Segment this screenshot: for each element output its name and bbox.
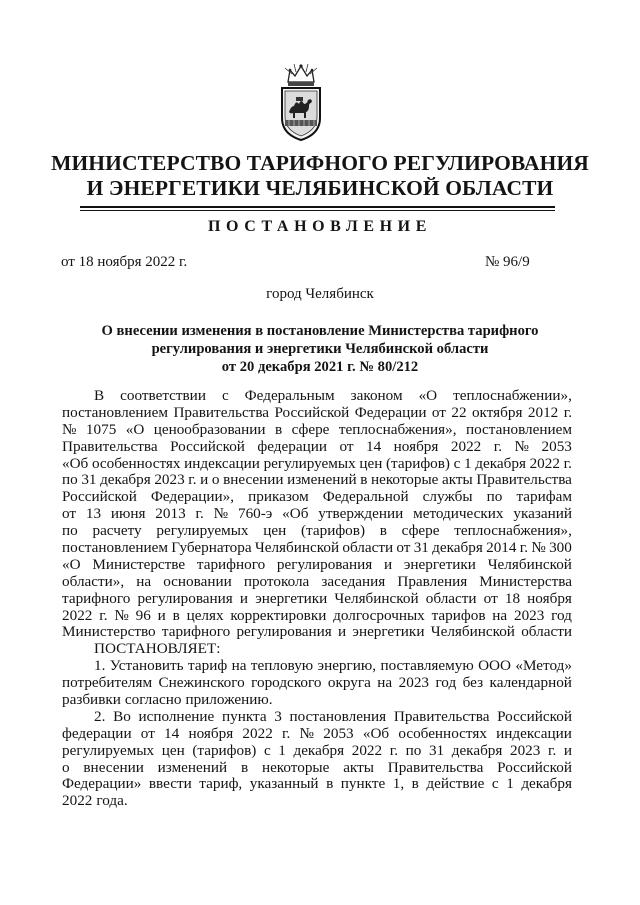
body-word: года. [96, 792, 128, 810]
body-word: декабря [521, 775, 572, 793]
body-word: и [239, 589, 249, 607]
body-word: Правительства [393, 707, 490, 725]
body-word: 1. [94, 657, 106, 675]
body-word: Правительства [387, 758, 484, 776]
body-word: 1075 [85, 420, 117, 438]
ministry-name-line2: И ЭНЕРГЕТИКИ ЧЕЛЯБИНСКОЙ ОБЛАСТИ [86, 176, 554, 200]
body-word: потребителям [62, 674, 153, 692]
body-word: № [114, 606, 129, 624]
body-word: основании [163, 572, 232, 590]
body-word: энергетики [403, 555, 476, 573]
body-word: с [221, 387, 229, 404]
body-word: в [172, 606, 180, 624]
body-word: 760-э [237, 505, 273, 523]
body-word: по [486, 488, 503, 506]
body-word: постановлением [62, 403, 169, 421]
body-word: корректировки [230, 606, 327, 624]
body-word: сфере [291, 420, 330, 438]
body-word: индексации [184, 454, 260, 472]
body-word: 2014 [486, 539, 517, 557]
body-word: ввести [148, 775, 192, 793]
body-word: утверждении [318, 505, 404, 523]
document-date: от 18 ноября 2022 г. [61, 254, 188, 270]
document-type-title: ПОСТАНОВЛЕНИЕ [208, 218, 432, 235]
body-word: тарифам [516, 488, 572, 506]
body-word: 22 [451, 403, 467, 421]
body-word: календарной [489, 674, 572, 692]
document-subject [60, 322, 580, 376]
body-word: расчету [92, 522, 142, 540]
body-word: ценообразовании [153, 420, 266, 438]
body-word: федерации [62, 724, 132, 742]
body-word: постановлением [62, 539, 169, 557]
body-word: 14 [164, 724, 180, 742]
body-word: 2023 [513, 606, 545, 624]
body-word: акты [441, 471, 473, 489]
body-word: области [425, 589, 477, 607]
body-word: изменений [287, 471, 357, 489]
body-word: «Об [362, 724, 390, 742]
body-word: Губернатора [171, 539, 252, 557]
body-word: 31 [81, 471, 97, 489]
body-word: тарифного [196, 555, 266, 573]
body-word: исполнение [138, 707, 215, 725]
body-word: 31 [428, 741, 445, 759]
body-word: регулируемых [156, 522, 249, 540]
body-line [62, 760, 572, 777]
body-word: регулирования [137, 589, 233, 607]
body-word: В [94, 387, 105, 404]
body-word: Российской [62, 488, 137, 506]
body-word: декабря [100, 471, 151, 489]
body-word: особенностях [91, 454, 181, 472]
body-word: тарифов [431, 606, 486, 624]
body-word: по [62, 471, 78, 489]
body-word: и [563, 741, 572, 759]
body-line [62, 405, 572, 422]
body-word: 2022 [62, 606, 93, 624]
body-word: теплоснабжения», [338, 420, 457, 438]
body-line [62, 608, 572, 625]
body-word: регулирования [276, 555, 373, 573]
body-word: Российской [170, 437, 245, 455]
body-line [62, 456, 572, 473]
body-word: от [396, 539, 411, 557]
body-word: (тарифов) [301, 522, 366, 540]
body-word: Министерстве [92, 555, 186, 573]
body-line [62, 506, 572, 523]
body-word: 2053 [323, 724, 354, 742]
subject-line: регулирования и энергетики Челябинской области [151, 341, 489, 357]
body-word: внесении [83, 758, 144, 776]
body-word: Правления [397, 572, 468, 590]
body-word: № [213, 505, 229, 523]
body-word: регулируемых [62, 741, 155, 759]
body-word: № [299, 724, 315, 742]
body-line [62, 641, 572, 658]
body-word: 96 [135, 606, 151, 624]
body-word: № [514, 437, 530, 455]
body-word: 2022 [242, 724, 273, 742]
body-word: и [384, 555, 393, 573]
body-word: и [157, 606, 166, 624]
body-word: от [483, 589, 498, 607]
body-word: 14 [365, 437, 382, 455]
body-line [62, 709, 572, 726]
body-word: год [435, 674, 457, 692]
body-word: Российской [497, 707, 572, 725]
body-word: в [360, 471, 368, 489]
body-word: тарифного [161, 623, 231, 641]
body-word: г. [188, 471, 197, 489]
body-word: тариф [188, 657, 228, 675]
body-word: «Об [62, 454, 89, 472]
body-word: Министерства [479, 572, 572, 590]
body-word: 2053 [541, 437, 572, 455]
body-word: 1, [392, 775, 405, 793]
body-word: Снежинского [158, 674, 245, 692]
body-word: октября [471, 403, 523, 421]
body-word: тарифного [62, 589, 131, 607]
body-line [62, 472, 572, 489]
body-word: (тарифов) [385, 454, 450, 472]
body-word: указаний [513, 505, 572, 523]
body-word: «Об [282, 505, 309, 523]
document-city: город Челябинск [266, 286, 374, 302]
body-word: 3 [274, 707, 282, 725]
body-word: приложению. [185, 691, 273, 709]
body-word: приказом [248, 488, 309, 506]
body-word: без [462, 674, 484, 692]
body-word: пункте [340, 775, 386, 793]
body-word: ноября [527, 589, 572, 607]
body-word: 2023 [154, 471, 185, 489]
body-word: ноября [188, 724, 234, 742]
body-word: декабря [293, 741, 345, 759]
body-line [62, 743, 572, 760]
body-line [62, 422, 572, 439]
body-word: постановления [289, 707, 387, 725]
body-word: в [379, 522, 387, 540]
body-word: ноября [393, 437, 439, 455]
body-word: особенностях [398, 724, 487, 742]
body-word: 18 [504, 589, 521, 607]
body-word: 2012 [527, 403, 559, 421]
body-word: Федеральной [322, 488, 409, 506]
body-word: энергетики [352, 623, 425, 641]
body-word: и [200, 471, 209, 489]
body-word: Правительства [476, 471, 572, 489]
body-word: Федерации» [62, 775, 142, 793]
body-word: сфере [401, 522, 440, 540]
body-word: (тарифов) [192, 741, 257, 759]
body-word: 13 [85, 505, 102, 523]
body-word: области», [62, 572, 125, 590]
body-word: Федерации», [150, 488, 235, 506]
body-line [62, 624, 572, 641]
body-word: г. [563, 403, 572, 421]
body-word: июня [110, 505, 146, 523]
body-word: пункта [221, 707, 267, 725]
subject-line: О внесении изменения в постановление Министерства тарифного [101, 323, 539, 339]
body-word: на [377, 674, 393, 692]
body-word: цен [263, 522, 287, 540]
body-word: согласно [124, 691, 182, 709]
body-word: ООО [478, 657, 511, 675]
body-line [62, 388, 572, 405]
body-word: соответствии [120, 387, 206, 404]
body-word: «О [418, 387, 438, 404]
body-word: «О [62, 555, 81, 573]
body-word: в [326, 775, 334, 793]
body-word: 2022 [62, 792, 93, 810]
body-word: с [453, 454, 461, 472]
body-word: по [405, 741, 422, 759]
coat-of-arms-icon [270, 62, 332, 142]
body-word: ПОСТАНОВЛЯЕТ: [94, 640, 221, 658]
document-number: № 96/9 [485, 254, 530, 270]
body-word: внесении [223, 471, 284, 489]
body-word: по [62, 522, 78, 540]
body-word: 31 [413, 539, 429, 557]
body-word: № [531, 539, 546, 557]
body-word: поставляемую [380, 657, 474, 675]
body-line [62, 557, 572, 574]
body-word: о [211, 471, 220, 489]
body-word: тепловую [250, 657, 314, 675]
body-line [62, 489, 572, 506]
body-word: в [274, 420, 283, 438]
body-word: 1 [506, 775, 514, 793]
body-word: г. [547, 741, 557, 759]
body-line [62, 574, 572, 591]
body-word: декабря [451, 741, 503, 759]
body-word: регулируемых [263, 454, 356, 472]
body-word: постановлением [465, 420, 572, 438]
body-word: с [263, 741, 271, 759]
body-word: разбивки [62, 691, 121, 709]
body-word: теплоснабжения», [454, 522, 572, 540]
body-word: г. [99, 606, 108, 624]
body-word: тариф, [199, 775, 243, 793]
header-rule [80, 206, 555, 208]
body-word: «О [125, 420, 145, 438]
body-word: 2022 [351, 741, 383, 759]
body-word: методических [413, 505, 504, 523]
body-word: долгосрочных [333, 606, 425, 624]
body-word: от [62, 505, 77, 523]
body-word: г. [389, 741, 399, 759]
body-word: Федеральным [244, 387, 335, 404]
body-word: некоторые [261, 758, 330, 776]
body-word: г. [282, 724, 291, 742]
body-line [62, 591, 572, 608]
body-word: Правительства [62, 437, 158, 455]
body-word: г. [563, 454, 572, 472]
body-word: Российской [497, 758, 572, 776]
body-word: цен [359, 454, 383, 472]
body-line [62, 658, 572, 675]
body-word: заседания [321, 572, 386, 590]
body-word: в [240, 758, 249, 776]
body-word: регулирования [236, 623, 332, 641]
body-word: федерации [257, 437, 327, 455]
body-word: городского [251, 674, 322, 692]
body-word: от [140, 724, 155, 742]
body-word: действие [426, 775, 485, 793]
body-word: г. [195, 505, 204, 523]
body-word: указанный [249, 775, 319, 793]
body-word: и [338, 623, 347, 641]
ministry-name-line1: МИНИСТЕРСТВО ТАРИФНОГО РЕГУЛИРОВАНИЯ [51, 151, 589, 175]
body-word: Челябинской [254, 539, 340, 557]
body-word: 1 [278, 741, 286, 759]
body-word: 2023 [509, 741, 541, 759]
body-word: 2022 [450, 437, 482, 455]
body-line [62, 675, 572, 692]
body-line [62, 523, 572, 540]
body-word: декабря [475, 454, 526, 472]
body-word: Установить [109, 657, 184, 675]
body-word: от [339, 437, 354, 455]
body-word: о [62, 758, 70, 776]
body-word: Челябинской [487, 555, 572, 573]
body-word: 2013 [155, 505, 186, 523]
body-word: на [231, 657, 247, 675]
body-word: на [492, 606, 508, 624]
body-word: энергетики [255, 589, 328, 607]
body-word: «Метод» [515, 657, 572, 675]
body-word: г. [519, 539, 529, 557]
body-word: области [342, 539, 394, 557]
body-word: № [62, 420, 77, 438]
body-word: теплоснабжении», [453, 387, 572, 404]
body-word: 300 [549, 539, 572, 557]
body-word: акты [343, 758, 374, 776]
body-word: некоторые [370, 471, 439, 489]
body-word: цен [161, 741, 185, 759]
body-word: протокола [243, 572, 310, 590]
body-word: Федерации [354, 403, 427, 421]
body-word: в [411, 775, 419, 793]
body-line [62, 692, 572, 709]
subject-line: от 20 декабря 2021 г. № 80/212 [221, 359, 419, 375]
body-word: год [551, 606, 572, 624]
body-line [62, 793, 572, 810]
body-word: Министерство [62, 623, 156, 641]
document-body [62, 388, 572, 810]
body-word: Челябинской [430, 623, 515, 641]
body-word: области [521, 623, 572, 641]
body-word: энергию, [317, 657, 377, 675]
body-word: Во [113, 707, 131, 725]
body-word: изменений [157, 758, 228, 776]
body-word: службы [422, 488, 473, 506]
body-word: округа [327, 674, 371, 692]
body-word: с [491, 775, 499, 793]
header-rule-thin [80, 210, 555, 211]
body-line [62, 776, 572, 793]
body-word: 2023 [398, 674, 429, 692]
body-word: индексации [496, 724, 572, 742]
body-word: 2. [94, 707, 106, 725]
body-word: от [431, 403, 446, 421]
body-word: Российской [274, 403, 350, 421]
body-word: 2022 [529, 454, 560, 472]
body-line [62, 439, 572, 456]
body-word: Правительства [173, 403, 270, 421]
body-word: г. [493, 437, 503, 455]
body-word: декабря [432, 539, 483, 557]
body-word: Челябинской [334, 589, 419, 607]
body-word: целях [186, 606, 224, 624]
body-line [62, 540, 572, 557]
body-word: 1 [464, 454, 472, 472]
body-line [62, 726, 572, 743]
body-word: законом [350, 387, 403, 404]
body-word: на [136, 572, 152, 590]
